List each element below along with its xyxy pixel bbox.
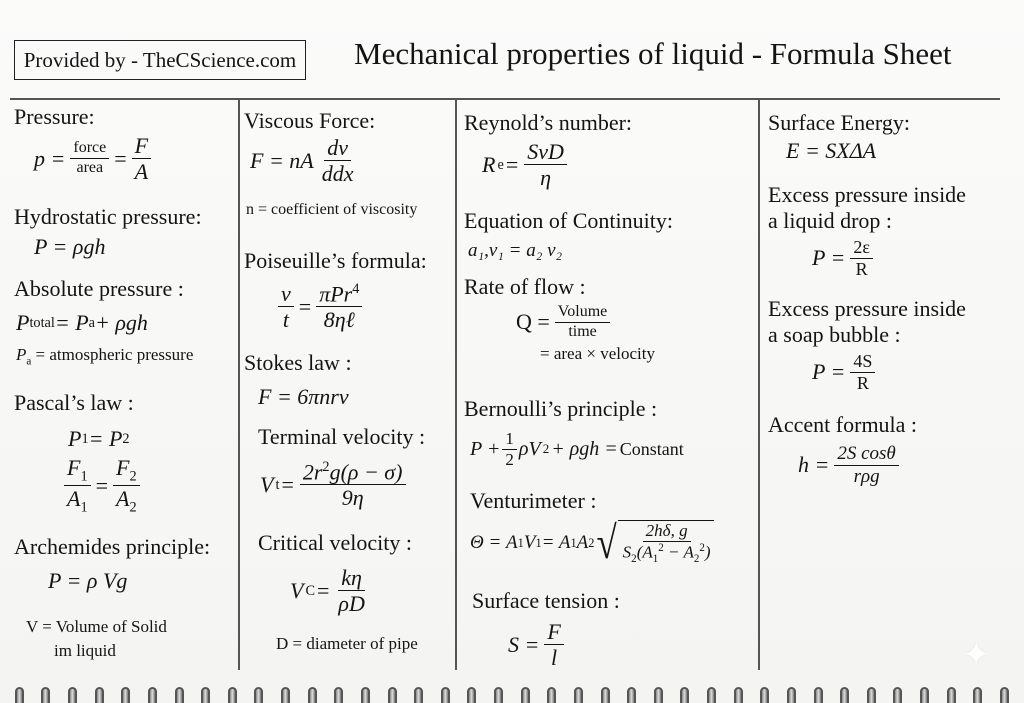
bubble-heading-2: a soap bubble : bbox=[768, 322, 901, 347]
formula-part: F bbox=[67, 455, 81, 480]
critical-heading: Critical velocity : bbox=[258, 530, 412, 555]
frac-den: 8ηℓ bbox=[323, 307, 355, 333]
frac-den: ρD bbox=[338, 591, 365, 617]
liquid-drop-section bbox=[768, 182, 1004, 279]
binding-ring bbox=[947, 687, 956, 703]
constant-label: Constant bbox=[619, 439, 684, 460]
frac-den: 2 bbox=[505, 449, 514, 469]
formula-part: A bbox=[116, 486, 130, 512]
binding-ring bbox=[228, 687, 237, 703]
volume-over-time bbox=[555, 304, 610, 341]
binding-ring bbox=[334, 687, 343, 703]
frac-num: force bbox=[70, 140, 109, 159]
formula-part: (A bbox=[636, 542, 653, 562]
frac-num: Volume bbox=[555, 304, 610, 323]
frac-num bbox=[316, 282, 362, 307]
superscript: 4 bbox=[352, 281, 360, 297]
binding-ring bbox=[388, 687, 397, 703]
sparkle-icon: ✦ bbox=[962, 637, 991, 674]
binding-ring bbox=[547, 687, 556, 703]
f1-over-a1 bbox=[64, 456, 91, 516]
drop-formula bbox=[812, 238, 1004, 279]
binding-ring bbox=[680, 687, 689, 703]
viscous-heading: Viscous Force: bbox=[244, 108, 376, 133]
venturi-heading: Venturimeter : bbox=[470, 488, 597, 513]
subscript: 2 bbox=[588, 536, 595, 550]
formula-part: − A bbox=[663, 542, 694, 562]
equals-sign: = bbox=[317, 577, 330, 603]
binding-ring bbox=[814, 687, 823, 703]
stokes-heading: Stokes law : bbox=[244, 350, 352, 375]
frac-den: ddx bbox=[321, 161, 354, 187]
subscript: e bbox=[497, 156, 504, 173]
soap-bubble-section bbox=[768, 296, 1004, 393]
header-divider bbox=[10, 98, 1000, 100]
binding-ring bbox=[441, 687, 450, 703]
column-2 bbox=[244, 104, 450, 670]
formula-part: F = nA bbox=[250, 147, 314, 173]
frac-num: kη bbox=[338, 566, 365, 591]
binding-ring bbox=[707, 687, 716, 703]
binding-ring bbox=[1000, 687, 1009, 703]
pressure-fraction-words bbox=[70, 140, 109, 177]
superscript: 2 bbox=[658, 541, 664, 554]
rate-formula bbox=[516, 304, 754, 341]
continuity-formula: a₁,v₁ = a₂ v₂ bbox=[468, 240, 563, 261]
formula-part: F bbox=[116, 455, 130, 480]
equals-sign: = bbox=[95, 472, 109, 498]
venturi-formula bbox=[470, 517, 754, 568]
formula-part: Θ = A bbox=[470, 532, 518, 553]
formula-part: = P bbox=[88, 426, 123, 451]
rate-line-2: = area × velocity bbox=[540, 343, 655, 363]
binding-ring bbox=[308, 687, 317, 703]
p-symbol: P bbox=[16, 310, 30, 335]
formula-part: P = bbox=[812, 359, 846, 385]
critical-fraction bbox=[335, 566, 367, 615]
subscript: 1 bbox=[81, 431, 89, 447]
continuity-section bbox=[464, 208, 754, 266]
frac-num: 2S cosθ bbox=[834, 444, 898, 466]
binding-ring bbox=[973, 687, 982, 703]
formula-part: P = bbox=[812, 245, 846, 271]
drop-heading-2: a liquid drop : bbox=[768, 208, 893, 233]
frac-num bbox=[113, 456, 140, 486]
reynold-section bbox=[464, 110, 754, 189]
formula-part: = A bbox=[541, 532, 571, 553]
superscript: 2 bbox=[322, 459, 330, 475]
poiseuille-fraction bbox=[316, 282, 362, 332]
formula-part: P + bbox=[470, 438, 501, 461]
binding-ring bbox=[521, 687, 530, 703]
absolute-pressure-section bbox=[14, 276, 234, 372]
binding-ring bbox=[654, 687, 663, 703]
a-subscript: a bbox=[88, 315, 96, 331]
pressure-formula bbox=[34, 134, 234, 183]
frac-num: v bbox=[278, 282, 294, 307]
p-subscript: total bbox=[29, 315, 55, 331]
energy-formula: E = SXΔA bbox=[786, 138, 877, 163]
binding-ring bbox=[627, 687, 636, 703]
frac-den: area bbox=[76, 159, 104, 177]
radical-body bbox=[618, 520, 714, 566]
subscript: 2 bbox=[693, 552, 700, 565]
bernoulli-heading: Bernoulli’s principle : bbox=[464, 396, 658, 421]
poiseuille-formula bbox=[278, 282, 450, 332]
pressure-lhs: p = bbox=[34, 145, 66, 171]
frac-num: F bbox=[132, 134, 151, 159]
subscript: 1 bbox=[80, 499, 88, 516]
formula-part: V bbox=[260, 471, 274, 497]
absolute-formula bbox=[16, 308, 234, 338]
frac-num bbox=[300, 460, 406, 485]
accent-fraction bbox=[834, 444, 898, 487]
bubble-heading-1: Excess pressure inside bbox=[768, 296, 966, 321]
binding-ring bbox=[175, 687, 184, 703]
binding-ring bbox=[494, 687, 503, 703]
subscript: 1 bbox=[517, 536, 524, 550]
formula-part: V bbox=[523, 532, 536, 553]
subscript: t bbox=[275, 476, 280, 493]
venturimeter-section bbox=[464, 488, 754, 566]
archimedes-note-2: im liquid bbox=[54, 641, 116, 660]
rate-of-flow-section bbox=[464, 274, 754, 365]
accent-formula bbox=[798, 444, 1004, 487]
energy-heading: Surface Energy: bbox=[768, 110, 910, 135]
reynold-heading: Reynold’s number: bbox=[464, 110, 633, 135]
critical-section bbox=[244, 530, 450, 655]
binding-ring bbox=[574, 687, 583, 703]
frac-den bbox=[64, 486, 91, 515]
binding-ring bbox=[893, 687, 902, 703]
frac-num: 2ε bbox=[850, 238, 873, 259]
subscript: 1 bbox=[535, 536, 542, 550]
dv-over-ddx bbox=[319, 136, 357, 185]
poiseuille-heading: Poiseuille’s formula: bbox=[244, 248, 427, 273]
column-4 bbox=[768, 104, 1004, 670]
note-text: = atmospheric pressure bbox=[31, 345, 194, 364]
column-1 bbox=[14, 104, 234, 670]
formula-part: V bbox=[290, 577, 304, 603]
formula-part: P bbox=[68, 426, 82, 451]
square-root bbox=[594, 517, 713, 568]
stokes-section bbox=[244, 350, 450, 412]
frac-num: dv bbox=[324, 136, 351, 161]
note-subscript: a bbox=[26, 355, 32, 368]
equals-sign: = bbox=[114, 145, 127, 171]
one-half bbox=[502, 430, 517, 469]
equals-sign: = bbox=[505, 151, 519, 177]
frac-den: R bbox=[855, 258, 868, 279]
binding-ring bbox=[361, 687, 370, 703]
frac-den: 9η bbox=[341, 485, 364, 511]
frac-num: 1 bbox=[502, 430, 517, 450]
bubble-fraction bbox=[850, 352, 875, 393]
formula-part: S = bbox=[508, 631, 540, 657]
binding-ring bbox=[68, 687, 77, 703]
f2-over-a2 bbox=[113, 456, 140, 516]
pascal-heading: Pascal’s law : bbox=[14, 390, 134, 415]
binding-ring bbox=[254, 687, 263, 703]
subscript: 1 bbox=[80, 468, 88, 485]
frac-den: t bbox=[282, 307, 289, 333]
superscript: 2 bbox=[542, 441, 550, 457]
frac-num: 2hδ, g bbox=[643, 522, 691, 542]
tension-formula bbox=[508, 620, 754, 669]
frac-num: SvD bbox=[524, 140, 567, 165]
binding-ring bbox=[601, 687, 610, 703]
subscript: 2 bbox=[129, 499, 137, 516]
tension-heading: Surface tension : bbox=[472, 588, 620, 613]
formula-part: 2r bbox=[302, 459, 323, 485]
accent-section bbox=[768, 412, 1004, 487]
binding-ring bbox=[760, 687, 769, 703]
hydrostatic-section bbox=[14, 204, 234, 262]
superscript: 2 bbox=[699, 541, 705, 554]
binding-ring bbox=[201, 687, 210, 703]
page-title: Mechanical properties of liquid - Formula Sheet bbox=[354, 36, 952, 71]
binding-ring bbox=[840, 687, 849, 703]
formula-part: A bbox=[67, 486, 81, 512]
surface-tension-section bbox=[464, 588, 754, 669]
viscous-formula bbox=[250, 136, 450, 185]
formula-part: S bbox=[622, 542, 632, 562]
formula-part: A bbox=[576, 532, 589, 553]
frac-num: 4S bbox=[850, 352, 875, 373]
subscript: 2 bbox=[129, 468, 137, 485]
bubble-formula bbox=[812, 352, 1004, 393]
f-over-l bbox=[544, 620, 563, 669]
binding-ring bbox=[467, 687, 476, 703]
formula-part: h = bbox=[798, 452, 830, 478]
pascal-formula-2 bbox=[64, 456, 234, 516]
hydrostatic-formula: P = ρgh bbox=[34, 234, 106, 259]
pascal-section bbox=[14, 390, 234, 516]
pascal-formula-1 bbox=[68, 424, 234, 454]
reynold-formula bbox=[482, 140, 754, 189]
binding-ring bbox=[867, 687, 876, 703]
archimedes-heading: Archemides principle: bbox=[14, 534, 211, 559]
binding-ring bbox=[121, 687, 130, 703]
provided-by-box: Provided by - TheCScience.com bbox=[14, 40, 306, 80]
column-divider-2 bbox=[455, 98, 457, 670]
surface-energy-section bbox=[768, 110, 1004, 166]
stokes-formula: F = 6πnrv bbox=[258, 384, 349, 409]
frac-den: rρg bbox=[853, 465, 880, 487]
absolute-note bbox=[16, 344, 234, 372]
formula-part: = P bbox=[54, 310, 89, 335]
subscript: 2 bbox=[122, 431, 130, 447]
binding-ring bbox=[787, 687, 796, 703]
archimedes-note-1: V = Volume of Solid bbox=[26, 617, 167, 636]
binding-ring bbox=[414, 687, 423, 703]
frac-den: time bbox=[568, 322, 597, 340]
pressure-fraction bbox=[132, 134, 151, 183]
bernoulli-section bbox=[464, 396, 754, 469]
frac-den: l bbox=[551, 645, 558, 670]
terminal-formula bbox=[260, 460, 450, 510]
formula-part: + ρgh = bbox=[551, 438, 618, 461]
binding-ring bbox=[734, 687, 743, 703]
pressure-heading: Pressure: bbox=[14, 104, 95, 129]
formula-part: + ρgh bbox=[95, 310, 148, 335]
binding-ring bbox=[281, 687, 290, 703]
binding-ring bbox=[920, 687, 929, 703]
drop-fraction bbox=[850, 238, 873, 279]
critical-formula bbox=[290, 566, 450, 615]
pressure-section bbox=[14, 104, 234, 183]
frac-den bbox=[620, 542, 714, 566]
frac-den bbox=[113, 486, 140, 515]
formula-part: g(ρ − σ) bbox=[329, 459, 403, 485]
terminal-fraction bbox=[300, 460, 406, 510]
drop-heading-1: Excess pressure inside bbox=[768, 182, 966, 207]
hydrostatic-heading: Hydrostatic pressure: bbox=[14, 204, 202, 229]
column-divider-3 bbox=[758, 98, 760, 670]
frac-den: η bbox=[540, 165, 552, 191]
venturi-fraction bbox=[620, 522, 714, 565]
note-symbol: P bbox=[16, 345, 27, 364]
critical-note: D = diameter of pipe bbox=[276, 634, 418, 654]
bernoulli-formula bbox=[470, 430, 754, 469]
column-divider-1 bbox=[238, 98, 240, 670]
accent-heading: Accent formula : bbox=[768, 412, 918, 437]
formula-part: ) bbox=[704, 542, 711, 562]
binding-ring bbox=[15, 687, 24, 703]
viscous-note: n = coefficient of viscosity bbox=[246, 201, 418, 219]
formula-part: πPr bbox=[319, 281, 353, 307]
subscript: 1 bbox=[570, 536, 577, 550]
absolute-heading: Absolute pressure : bbox=[14, 276, 184, 301]
binding-ring bbox=[41, 687, 50, 703]
poiseuille-section bbox=[244, 248, 450, 332]
v-over-t bbox=[278, 282, 294, 331]
frac-den: A bbox=[134, 159, 149, 185]
frac-num: F bbox=[544, 620, 563, 645]
subscript: 1 bbox=[652, 552, 659, 565]
formula-part: ρV bbox=[518, 438, 541, 461]
radical-sign: √ bbox=[596, 517, 618, 568]
spiral-binding bbox=[0, 679, 1024, 703]
terminal-section bbox=[244, 424, 450, 510]
continuity-heading: Equation of Continuity: bbox=[464, 208, 673, 233]
viscous-section bbox=[244, 108, 450, 221]
formula-part: Q = bbox=[516, 309, 550, 335]
terminal-heading: Terminal velocity : bbox=[258, 424, 426, 449]
equals-sign: = bbox=[298, 293, 312, 319]
column-3 bbox=[464, 104, 754, 670]
rate-heading: Rate of flow : bbox=[464, 274, 586, 299]
formula-part: R bbox=[482, 151, 496, 177]
binding-ring bbox=[148, 687, 157, 703]
archimedes-section bbox=[14, 534, 234, 662]
equals-sign: = bbox=[281, 471, 294, 497]
reynold-fraction bbox=[524, 140, 567, 189]
subscript: 2 bbox=[631, 552, 637, 565]
binding-ring bbox=[95, 687, 104, 703]
frac-den: R bbox=[856, 372, 869, 393]
archimedes-formula: P = ρ Vg bbox=[48, 568, 128, 593]
subscript: C bbox=[305, 582, 315, 599]
frac-num bbox=[64, 456, 91, 486]
